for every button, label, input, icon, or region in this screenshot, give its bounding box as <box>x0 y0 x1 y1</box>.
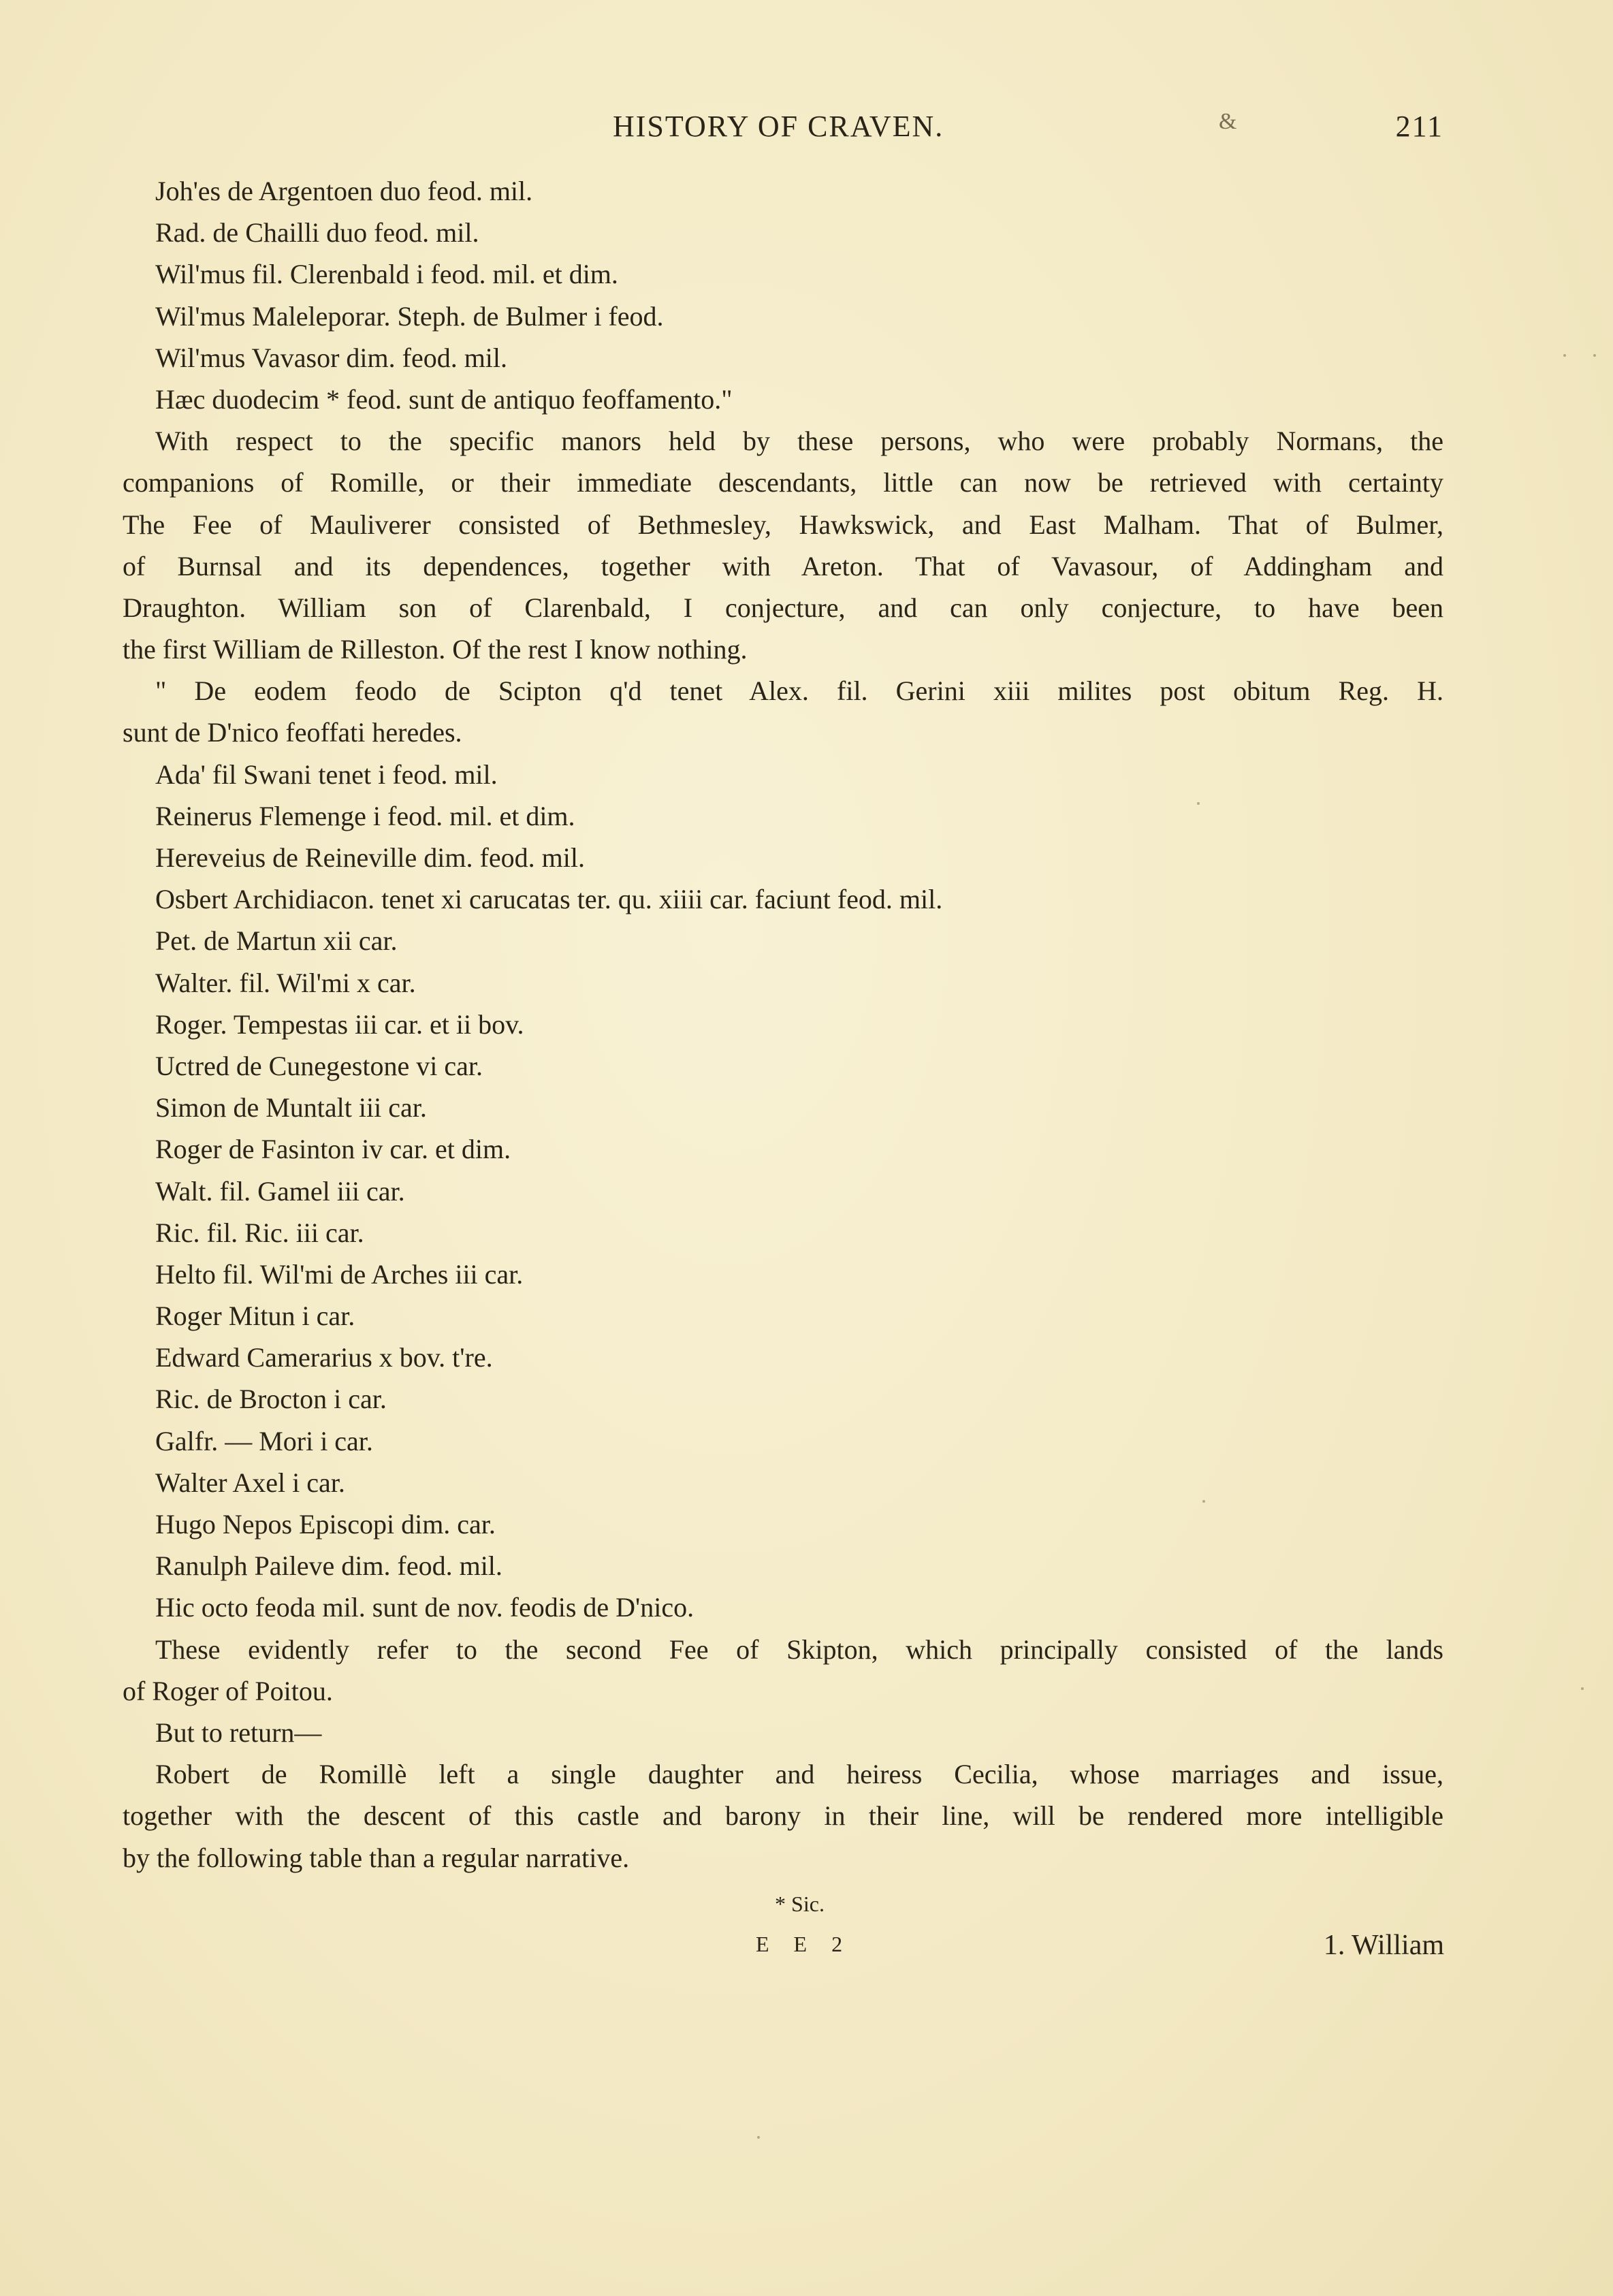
text-line: Walter. fil. Wil'mi x car. <box>155 967 416 998</box>
text-line: Ranulph Paileve dim. feod. mil. <box>155 1550 502 1582</box>
paper-speck <box>1202 1500 1205 1503</box>
text-line: Uctred de Cunegestone vi car. <box>155 1050 483 1081</box>
text-line: together with the descent of this castle and barony in their line, will be rendered more intelligible <box>123 1800 1443 1832</box>
text-line: " De eodem feodo de Scipton q'd tenet Alex. fil. Gerini xiii milites post obitum Reg. H. <box>155 675 1443 707</box>
text-line: Osbert Archidiacon. tenet xi carucatas ter. qu. xiiii car. faciunt feod. mil. <box>155 884 943 915</box>
text-line: of Roger of Poitou. <box>123 1675 333 1706</box>
text-line: Robert de Romillè left a single daughter and heiress Cecilia, whose marriages and issue, <box>155 1759 1443 1790</box>
page-number: 211 <box>1395 110 1443 143</box>
text-line: With respect to the specific manors held by these persons, who were probably Normans, the <box>155 426 1443 457</box>
text-line: the first William de Rilleston. Of the rest I know nothing. <box>123 634 748 665</box>
text-line: Hic octo feoda mil. sunt de nov. feodis de D'nico. <box>155 1592 694 1623</box>
text-line: Joh'es de Argentoen duo feod. mil. <box>155 176 533 206</box>
text-line: Wil'mus Vavasor dim. feod. mil. <box>155 342 508 373</box>
text-line: Simon de Muntalt iii car. <box>155 1092 427 1123</box>
text-line: Hæc duodecim * feod. sunt de antiquo feoffamento." <box>155 383 733 415</box>
text-line: Ric. de Brocton i car. <box>155 1384 387 1415</box>
text-line: Draughton. William son of Clarenbald, I conjecture, and can only conjecture, to have been <box>123 592 1443 623</box>
running-header <box>123 109 1443 157</box>
text-line: Walter Axel i car. <box>155 1467 345 1498</box>
catchword: 1. William <box>1323 1930 1444 1961</box>
text-line: of Burnsal and its dependences, together with Areton. That of Vavasour, of Addingham and <box>123 550 1443 581</box>
text-line: sunt de D'nico feoffati heredes. <box>123 717 462 748</box>
text-line: Walt. fil. Gamel iii car. <box>155 1175 405 1207</box>
text-line: Roger de Fasinton iv car. et dim. <box>155 1134 511 1165</box>
text-line: Hereveius de Reineville dim. feod. mil. <box>155 842 585 873</box>
text-line: Rad. de Chailli duo feod. mil. <box>155 217 479 249</box>
text-line: The Fee of Mauliverer consisted of Bethmesley, Hawkswick, and East Malham. That of Bulmer, <box>123 509 1443 540</box>
text-line: These evidently refer to the second Fee of Skipton, which principally consisted of the lands <box>155 1633 1443 1665</box>
text-line: companions of Romille, or their immediate descendants, little can now be retrieved with certainty <box>123 467 1443 498</box>
text-line: Roger Mitun i car. <box>155 1301 355 1332</box>
paper-speck <box>1197 802 1200 805</box>
text-line: Helto fil. Wil'mi de Arches iii car. <box>155 1258 524 1290</box>
text-line: Wil'mus Maleleporar. Steph. de Bulmer i feod. <box>155 300 664 332</box>
paper-speck <box>1581 1687 1584 1690</box>
text-line: Galfr. — Mori i car. <box>155 1425 373 1456</box>
text-line: by the following table than a regular narrative. <box>123 1842 630 1873</box>
text-line: But to return— <box>155 1717 322 1748</box>
signature-mark: E E 2 <box>756 1932 852 1956</box>
paper-speck <box>757 2136 760 2139</box>
page-body-text <box>123 170 1443 1879</box>
paper-speck <box>1593 354 1596 357</box>
text-line: Hugo Nepos Episcopi dim. car. <box>155 1509 496 1540</box>
text-line: Reinerus Flemenge i feod. mil. et dim. <box>155 800 575 831</box>
footnote <box>0 1892 1613 1917</box>
text-line: Ada' fil Swani tenet i feod. mil. <box>155 759 498 790</box>
paper-speck <box>1563 354 1566 357</box>
text-line: Ric. fil. Ric. iii car. <box>155 1217 364 1248</box>
text-line: Edward Camerarius x bov. t're. <box>155 1342 493 1373</box>
running-title: HISTORY OF CRAVEN. <box>613 110 944 143</box>
text-line: Roger. Tempestas iii car. et ii bov. <box>155 1008 524 1040</box>
ornament-mark: & <box>1219 109 1239 134</box>
text-line: Wil'mus fil. Clerenbald i feod. mil. et dim. <box>155 259 618 290</box>
text-line: Pet. de Martun xii car. <box>155 925 398 957</box>
footnote-text: * Sic. <box>775 1892 825 1916</box>
